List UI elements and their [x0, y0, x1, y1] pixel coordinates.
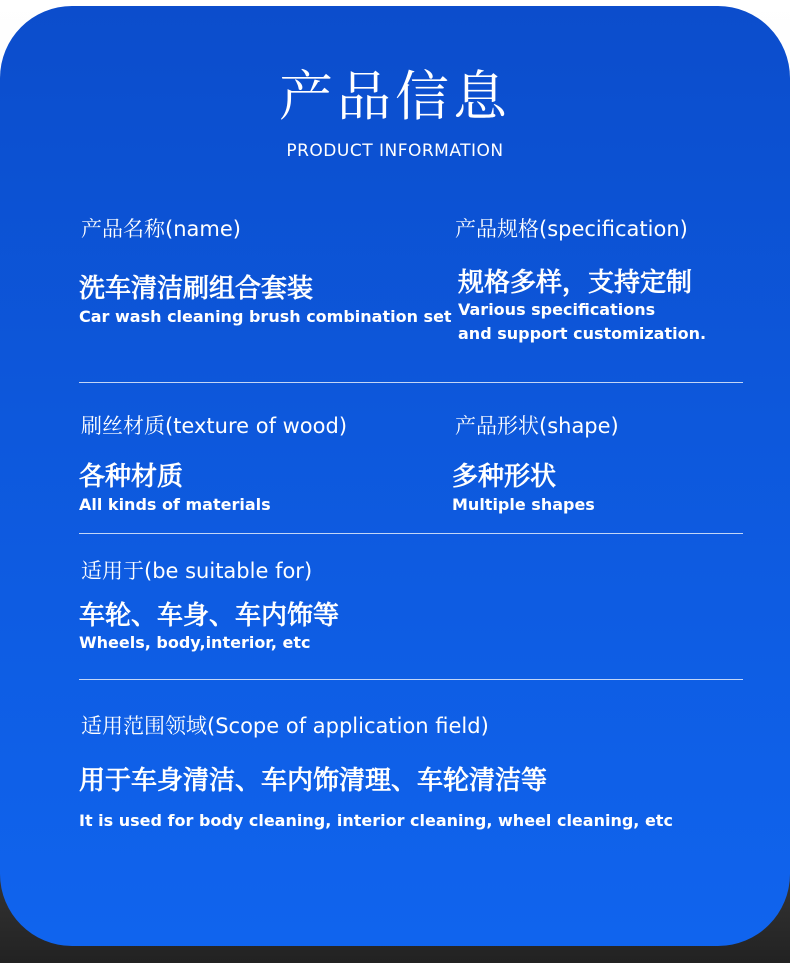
name-value-cn: 洗车清洁刷组合套装	[79, 274, 314, 304]
divider-2	[79, 533, 743, 534]
page-title: 产品信息	[279, 65, 511, 128]
specification-value-en-line1: Various specifications	[458, 300, 656, 319]
scope-value-cn: 用于车身清洁、车内饰清理、车轮清洁等	[79, 766, 548, 796]
shape-value-en: Multiple shapes	[452, 495, 595, 514]
divider-1	[79, 382, 743, 383]
texture-value-cn: 各种材质	[79, 462, 184, 492]
name-value-en: Car wash cleaning brush combination set	[79, 307, 452, 326]
suitable-value-cn: 车轮、车身、车内饰等	[79, 601, 340, 631]
suitable-value-en: Wheels, body,interior, etc	[79, 633, 311, 652]
scope-label: 适用范围领域(Scope of application field)	[81, 714, 489, 738]
divider-3	[79, 679, 743, 680]
shape-label: 产品形状(shape)	[455, 414, 619, 438]
scope-value-en: It is used for body cleaning, interior cleaning, wheel cleaning, etc	[79, 811, 673, 830]
specification-label: 产品规格(specification)	[455, 217, 688, 241]
page-subtitle: PRODUCT INFORMATION	[286, 141, 504, 161]
product-info-card	[0, 6, 790, 946]
texture-value-en: All kinds of materials	[79, 495, 271, 514]
name-label: 产品名称(name)	[81, 217, 241, 241]
specification-value-en-line2: and support customization.	[458, 324, 707, 343]
suitable-label: 适用于(be suitable for)	[81, 559, 313, 583]
specification-value-cn: 规格多样，支持定制	[458, 268, 693, 298]
shape-value-cn: 多种形状	[452, 462, 557, 492]
texture-label: 刷丝材质(texture of wood)	[81, 414, 348, 438]
